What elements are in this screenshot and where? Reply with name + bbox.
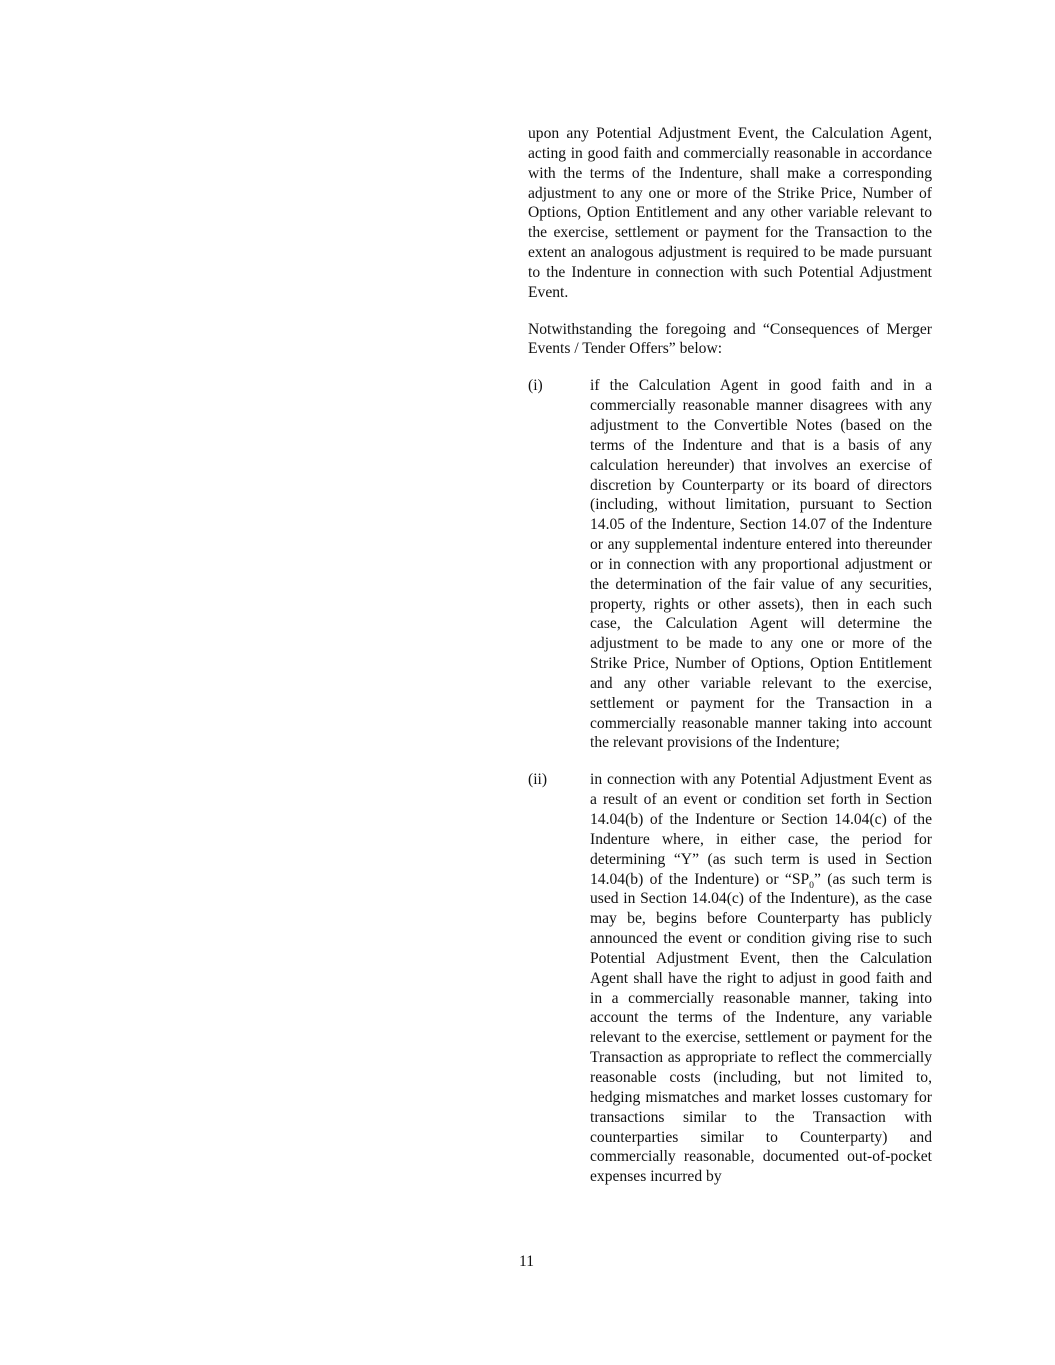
list-item-label: (ii) [528, 771, 548, 789]
intro-paragraph: upon any Potential Adjustment Event, the Calculation Agent, acting in good faith and commercially reasonable in accordance with the terms of the Indenture, shall make a corresponding adjustment to any one or more of the Strike Price, Number of Options, Option Entitlement and any other variable relevant to the exercise, settlement or payment for the Transaction to the extent an analogous adjustment is required to be made pursuant to the Indenture in connection with such Potential Adjustment Event. [528, 125, 932, 301]
document-body [528, 124, 932, 1204]
list-item-text [590, 770, 932, 1187]
list-item-text-part2: ” (as such term is used in Section 14.04(c) of the Indenture), as the case may be, begins before Counterparty has publicly announced the event or condition giving rise to such Potential Adjustment Event, then the Calculation Agent shall have the right to adjust in good faith and in a commercially reasonable manner, taking into account the terms of the Indenture, any variable relevant to the exercise, settlement or payment for the Transaction as appropriate to reflect the commercially reasonable costs (including, but not limited to, hedging mismatches and market losses customary for transactions similar to the Transaction with counterparties similar to Counterparty) and commercially reasonable, documented out-of-pocket expenses incurred by [590, 870, 932, 1186]
list-item-text-part1: in connection with any Potential Adjustment Event as a result of an event or condition set forth in Section 14.04(b) of the Indenture or Section 14.04(c) of the Indenture where, in either case, the period for determining “Y” (as such term is used in Section 14.04(b) of the Indenture) or “SP [590, 771, 932, 888]
list-item-i [528, 376, 932, 753]
subscript-zero: 0 [809, 879, 814, 891]
list-item-text: if the Calculation Agent in good faith and in a commercially reasonable manner disagrees with any adjustment to the Convertible Notes (based on the terms of the Indenture and that is a basis of any calculation hereunder) that involves an exercise of discretion by Counterparty or its board of directors (including, without limitation, pursuant to Section 14.05 of the Indenture, Section 14.07 of the Indenture or any supplemental indenture entered into thereunder or in connection with any proportional adjustment or the determination of the fair value of any securities, property, rights or other assets), then in each such case, the Calculation Agent will determine the adjustment to be made to any one or more of the Strike Price, Number of Options, Option Entitlement and any other variable relevant to the exercise, settlement or payment for the Transaction in a commercially reasonable manner taking into account the relevant provisions of the Indenture; [590, 377, 932, 752]
notwithstanding-paragraph: Notwithstanding the foregoing and “Consequences of Merger Events / Tender Offers” below: [528, 320, 932, 358]
page-number: 11 [519, 1253, 535, 1270]
list-item-label: (i) [528, 377, 543, 395]
list-item-ii [528, 770, 932, 1187]
